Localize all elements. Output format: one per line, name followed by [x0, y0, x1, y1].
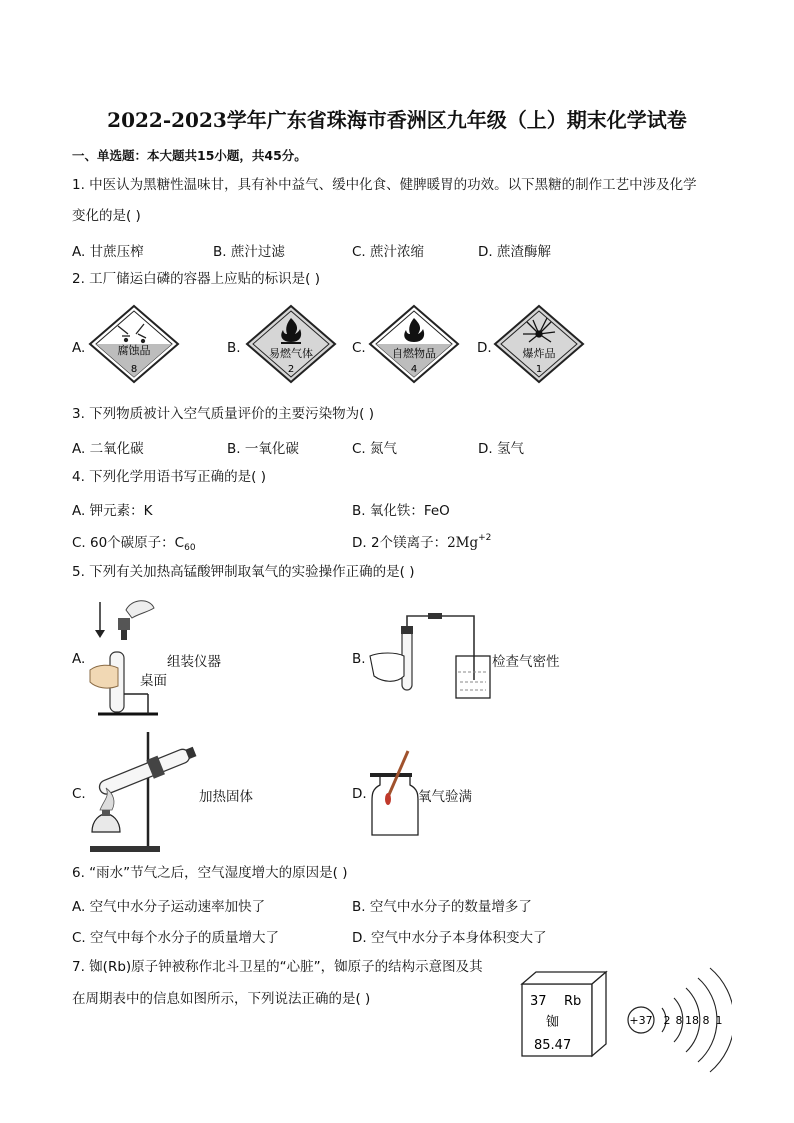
airtightness-figure	[368, 610, 496, 702]
q1-stem-line1: 1. 中医认为黑糖性温味甘，具有补中益气、缓中化食、健脾暖胃的功效。以下黑糖的制作工艺中涉及化学	[72, 177, 697, 193]
q6-option-d[interactable]: D. 空气中水分子本身体积变大了	[352, 930, 547, 946]
q7-stem-line1: 7. 铷(Rb)原子钟被称作北斗卫星的“心脏”，铷原子的结构示意图及其	[72, 959, 483, 975]
q4-option-c-subscript: 60	[184, 543, 196, 553]
q5-d-label: 氧气验满	[418, 789, 472, 805]
sign-a-label: 腐蚀品	[117, 344, 151, 357]
q1-option-c[interactable]: C. 蔗汁浓缩	[352, 244, 425, 260]
sign-b-number: 2	[287, 364, 295, 375]
assemble-apparatus-figure	[88, 594, 168, 722]
q6-stem: 6. “雨水”节气之后，空气湿度增大的原因是( )	[72, 865, 348, 881]
q4-option-d-text: D. 2个镁离子：	[352, 535, 448, 551]
q4-option-c[interactable]	[72, 531, 196, 553]
q6-option-c[interactable]: C. 空气中每个水分子的质量增大了	[72, 930, 280, 946]
q6-option-a[interactable]: A. 空气中水分子运动速率加快了	[72, 899, 266, 915]
q5-option-b[interactable]: B.	[352, 651, 366, 667]
element-atomic-number: 37	[530, 994, 547, 1009]
q1-option-b[interactable]: B. 蔗汁过滤	[213, 244, 285, 260]
q5-a-label: 组装仪器	[167, 654, 221, 670]
q4-option-d-formula: 2Mg	[447, 535, 479, 551]
sign-a-number: 8	[130, 364, 138, 375]
q6-option-b[interactable]: B. 空气中水分子的数量增多了	[352, 899, 532, 915]
sign-c-label: 自燃物品	[392, 347, 436, 360]
q4-stem: 4. 下列化学用语书写正确的是( )	[72, 469, 266, 485]
q5-c-label: 加热固体	[199, 789, 253, 805]
sign-b-label: 易燃气体	[269, 347, 313, 360]
q2-option-d[interactable]: D.	[477, 340, 492, 356]
q4-option-d-superscript: +2	[478, 533, 492, 543]
sign-d-number: 1	[535, 364, 543, 375]
q4-option-a[interactable]: A. 钾元素：K	[72, 503, 153, 519]
q5-option-a[interactable]: A.	[72, 651, 86, 667]
q4-option-d[interactable]	[352, 531, 491, 551]
heat-solid-figure	[86, 730, 204, 856]
q4-option-b[interactable]: B. 氧化铁：FeO	[352, 503, 450, 519]
section-heading: 一、单选题：本大题共15小题，共45分。	[72, 148, 307, 163]
element-symbol: Rb	[564, 994, 582, 1009]
shell-3-electrons: 18	[685, 1014, 699, 1027]
element-name: 铷	[546, 1015, 560, 1030]
q7-stem-line2: 在周期表中的信息如图所示，下列说法正确的是( )	[72, 991, 371, 1007]
shell-2-electrons: 8	[675, 1014, 683, 1027]
q1-option-d[interactable]: D. 蔗渣酶解	[478, 244, 551, 260]
q1-stem-line2: 变化的是( )	[72, 208, 141, 224]
shell-1-electrons: 2	[663, 1014, 671, 1027]
q2-option-c[interactable]: C.	[352, 340, 366, 356]
q5-stem: 5. 下列有关加热高锰酸钾制取氧气的实验操作正确的是( )	[72, 564, 415, 580]
sign-d-label: 爆炸品	[522, 347, 556, 360]
q3-stem: 3. 下列物质被计入空气质量评价的主要污染物为( )	[72, 406, 374, 422]
q2-stem: 2. 工厂储运白磷的容器上应贴的标识是( )	[72, 271, 320, 287]
nucleus-charge: +37	[629, 1014, 653, 1027]
shell-5-electrons: 1	[715, 1014, 723, 1027]
element-atomic-mass: 85.47	[534, 1038, 572, 1053]
q3-option-c[interactable]: C. 氮气	[352, 441, 398, 457]
q2-option-b[interactable]: B.	[227, 340, 241, 356]
q3-option-a[interactable]: A. 二氧化碳	[72, 441, 144, 457]
q5-a-desk-label: 桌面	[140, 673, 167, 689]
explosive-sign	[493, 304, 585, 384]
q3-option-b[interactable]: B. 一氧化碳	[227, 441, 299, 457]
shell-4-electrons: 8	[702, 1014, 710, 1027]
flammable-gas-sign	[245, 304, 337, 384]
corrosive-hazard-sign	[88, 304, 180, 384]
q5-option-d[interactable]: D.	[352, 786, 367, 802]
q4-option-c-text: C. 60个碳原子：C	[72, 535, 185, 551]
q3-option-d[interactable]: D. 氢气	[478, 441, 524, 457]
periodic-table-cell	[520, 970, 612, 1060]
q2-option-a[interactable]: A.	[72, 340, 86, 356]
sign-c-number: 4	[410, 364, 418, 375]
q5-b-label: 检查气密性	[492, 654, 560, 670]
page-title: 2022-2023学年广东省珠海市香洲区九年级（上）期末化学试卷	[107, 108, 687, 132]
q5-option-c[interactable]: C.	[72, 786, 86, 802]
q1-option-a[interactable]: A. 甘蔗压榨	[72, 244, 144, 260]
spontaneous-combustion-sign	[368, 304, 460, 384]
atomic-structure-diagram	[622, 954, 732, 1084]
